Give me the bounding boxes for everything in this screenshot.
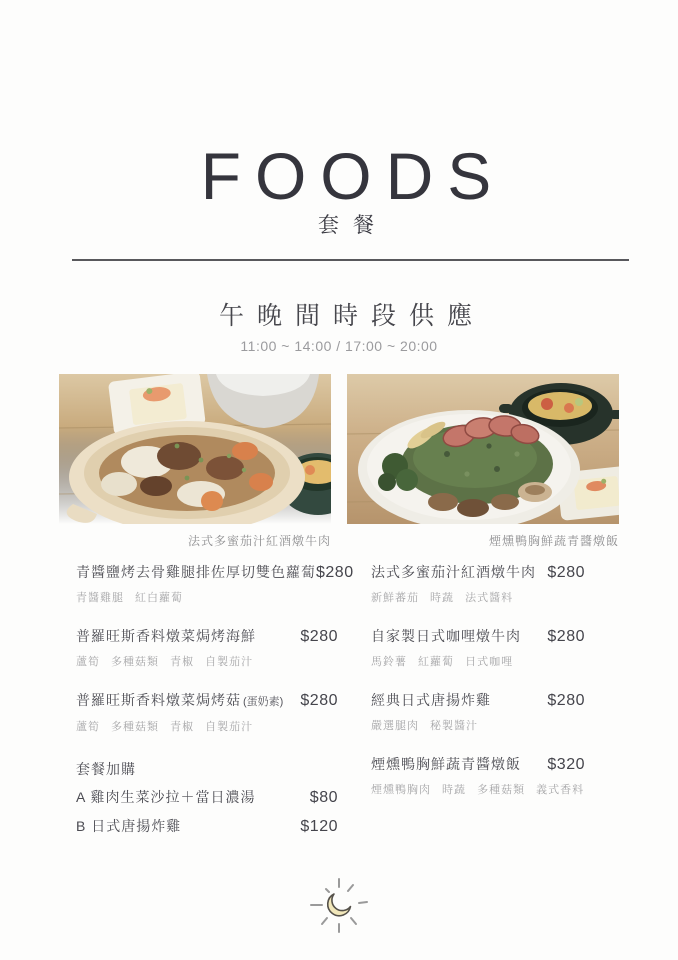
item-description: 蘆筍 多種菇類 青椒 自製茄汁 [76, 721, 254, 733]
duck-risotto-photo [347, 374, 619, 524]
menu-item [371, 562, 585, 606]
menu-column-right [371, 562, 585, 818]
item-name: 自家製日式咖哩燉牛肉 [371, 628, 521, 644]
serving-hours-heading: 午晚間時段供應 [218, 302, 485, 330]
item-description: 青醬雞腿 紅白蘿蔔 [76, 592, 184, 604]
menu-item [371, 754, 585, 798]
item-name: 青醬鹽烤去骨雞腿排佐厚切雙色蘿蔔 [76, 564, 316, 580]
addons-heading: 套餐加購 [76, 761, 136, 777]
item-price: $280 [316, 564, 354, 581]
item-description: 新鮮蕃茄 時蔬 法式醬料 [371, 592, 514, 604]
serving-hours-text: 11:00 ~ 14:00 / 17:00 ~ 20:00 [240, 338, 438, 354]
photo-block-duck-risotto [347, 374, 619, 549]
item-name: 煙燻鴨胸鮮蔬青醬燉飯 [371, 756, 521, 772]
menu-item [371, 626, 585, 670]
photo-block-beef-stew [59, 374, 331, 549]
beef-stew-photo [59, 374, 331, 524]
item-description: 馬鈴薯 紅蘿蔔 日式咖哩 [371, 656, 514, 668]
page-title: FOODS [200, 139, 506, 213]
item-name: 普羅旺斯香料燉菜焗烤海鮮 [76, 628, 256, 644]
item-price: $280 [547, 628, 585, 645]
header-divider [72, 259, 629, 261]
addon-item [76, 816, 338, 837]
item-price: $320 [547, 756, 585, 773]
item-description: 蘆筍 多種菇類 青椒 自製茄汁 [76, 656, 254, 668]
item-price: $280 [547, 564, 585, 581]
item-name: 經典日式唐揚炸雞 [371, 692, 491, 708]
menu-item [371, 690, 585, 734]
addon-name: B 日式唐揚炸雞 [76, 818, 182, 834]
item-price: $280 [547, 692, 585, 709]
item-diet-note: (蛋奶素) [243, 696, 284, 708]
menu-item [76, 626, 338, 670]
item-description: 煙燻鴨胸肉 時蔬 多種菇類 義式香料 [371, 784, 585, 796]
moon-sun-doodle-icon [303, 872, 375, 944]
page-subtitle: 套餐 [318, 214, 388, 237]
item-price: $280 [300, 692, 338, 709]
item-description: 嚴選腿肉 秘製醬汁 [371, 720, 479, 732]
addon-item [76, 787, 338, 808]
photo-caption-duck-risotto: 煙燻鴨胸鮮蔬青醬燉飯 [488, 534, 619, 548]
item-name: 法式多蜜茄汁紅酒燉牛肉 [371, 564, 536, 580]
item-price: $280 [300, 628, 338, 645]
addon-price: $120 [300, 818, 338, 835]
menu-item [76, 690, 338, 735]
menu-column-left [76, 562, 354, 845]
addon-name: A 雞肉生菜沙拉＋當日濃湯 [76, 789, 256, 805]
addon-price: $80 [309, 789, 338, 806]
photo-caption-beef-stew: 法式多蜜茄汁紅酒燉牛肉 [187, 534, 331, 548]
menu-item [76, 562, 354, 606]
item-name: 普羅旺斯香料燉菜焗烤菇 [76, 692, 241, 708]
